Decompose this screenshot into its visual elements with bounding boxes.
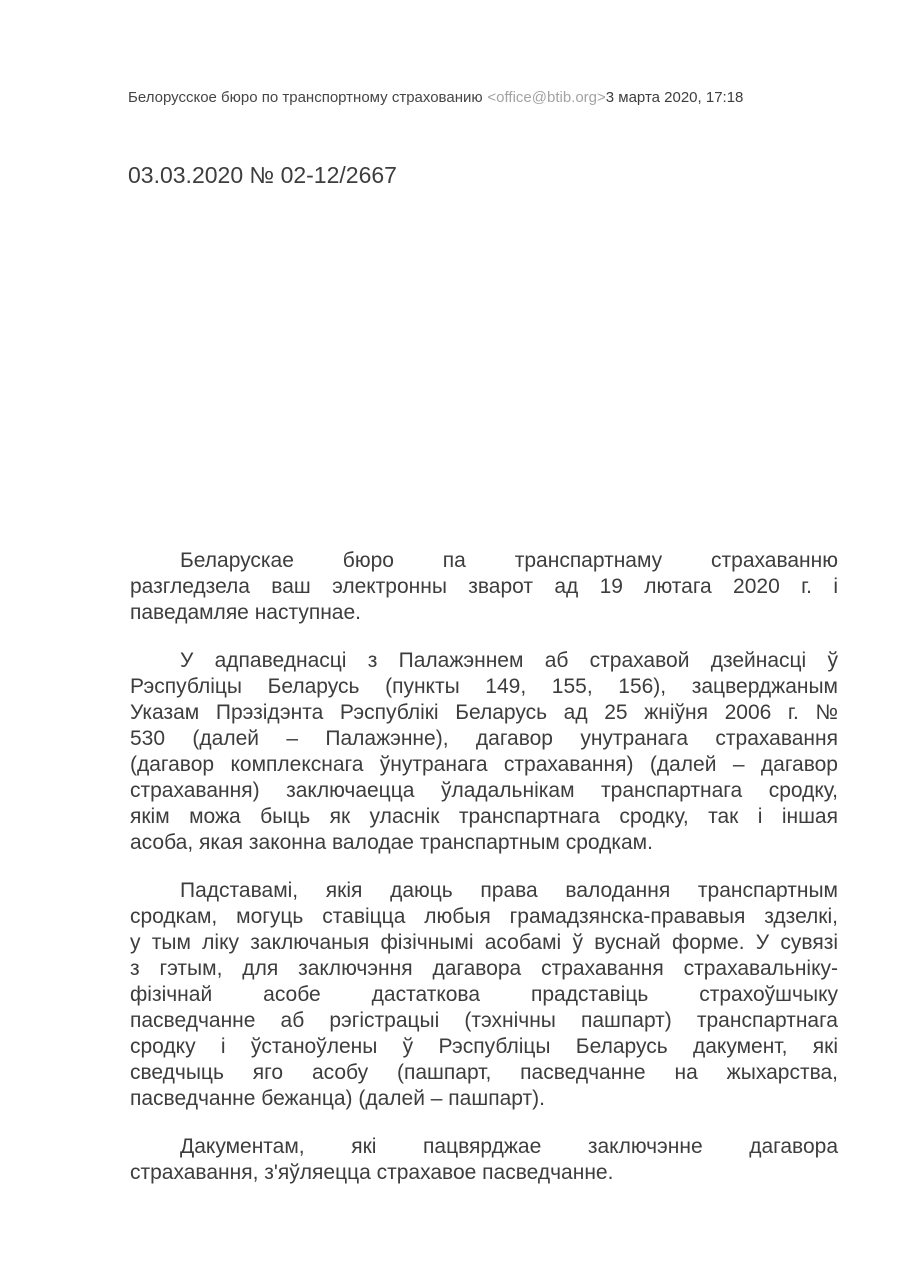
- text-line: сведчыць яго асобу (пашпарт, пасведчанне на жыхарства,: [130, 1061, 838, 1084]
- reference-number: 03.03.2020 № 02-12/2667: [128, 162, 397, 188]
- text-line: страхавання, з'яўляецца страхавое пасведчанне.: [130, 1161, 614, 1184]
- paragraph-2: [130, 648, 838, 856]
- text-line: страхавання) заключаецца ўладальнікам транспартнага сродку,: [130, 779, 838, 802]
- text-line: сродкам, могуць ставіцца любыя грамадзянска-прававыя здзелкі,: [130, 905, 838, 928]
- text-line: Дакументам, які пацвярджае заключэнне дагавора: [180, 1135, 838, 1158]
- text-line: сродку і ўстаноўлены ў Рэспубліцы Беларусь дакумент, які: [130, 1035, 838, 1058]
- text-line: пасведчанне бежанца) (далей – пашпарт).: [130, 1087, 545, 1110]
- text-line: разгледзела ваш электронны зварот ад 19 лютага 2020 г. і: [130, 575, 838, 598]
- letter-body: [130, 548, 838, 1208]
- text-line: Указам Прэзідэнта Рэспублікі Беларусь ад 25 жніўня 2006 г. №: [130, 701, 838, 724]
- text-line: якім можа быць як уласнік транспартнага сродку, так і іншая: [130, 805, 838, 828]
- sender-email: <office@btib.org>: [487, 89, 606, 106]
- text-line: у тым ліку заключаныя фізічнымі асобамі ў вуснай форме. У сувязі: [130, 931, 838, 954]
- email-header: [128, 88, 743, 107]
- paragraph-4: [130, 1134, 838, 1186]
- paragraph-3: [130, 878, 838, 1112]
- text-line: фізічнай асобе дастаткова прадставіць страхоўшчыку: [130, 983, 838, 1006]
- paragraph-1: [130, 548, 838, 626]
- text-line: асоба, якая законна валодае транспартным сродкам.: [130, 831, 653, 854]
- sender-name: Белорусское бюро по транспортному страхованию: [128, 89, 483, 106]
- text-line: (дагавор комплекснага ўнутранага страхавання) (далей – дагавор: [130, 753, 838, 776]
- text-line: Рэспубліцы Беларусь (пункты 149, 155, 156), зацверджаным: [130, 675, 838, 698]
- text-line: 530 (далей – Палажэнне), дагавор унутранага страхавання: [130, 727, 838, 750]
- received-datetime: 3 марта 2020, 17:18: [605, 89, 744, 106]
- text-line: з гэтым, для заключэння дагавора страхавання страхавальніку-: [130, 957, 838, 980]
- text-line: пасведчанне аб рэгістрацыі (тэхнічны пашпарт) транспартнага: [130, 1009, 838, 1032]
- text-line: паведамляе наступнае.: [130, 601, 361, 624]
- text-line: У адпаведнасці з Палажэннем аб страхавой дзейнасці ў: [180, 649, 838, 672]
- text-line: Падставамі, якія даюць права валодання транспартным: [180, 879, 838, 902]
- text-line: Беларускае бюро па транспартнаму страхаванню: [180, 549, 838, 572]
